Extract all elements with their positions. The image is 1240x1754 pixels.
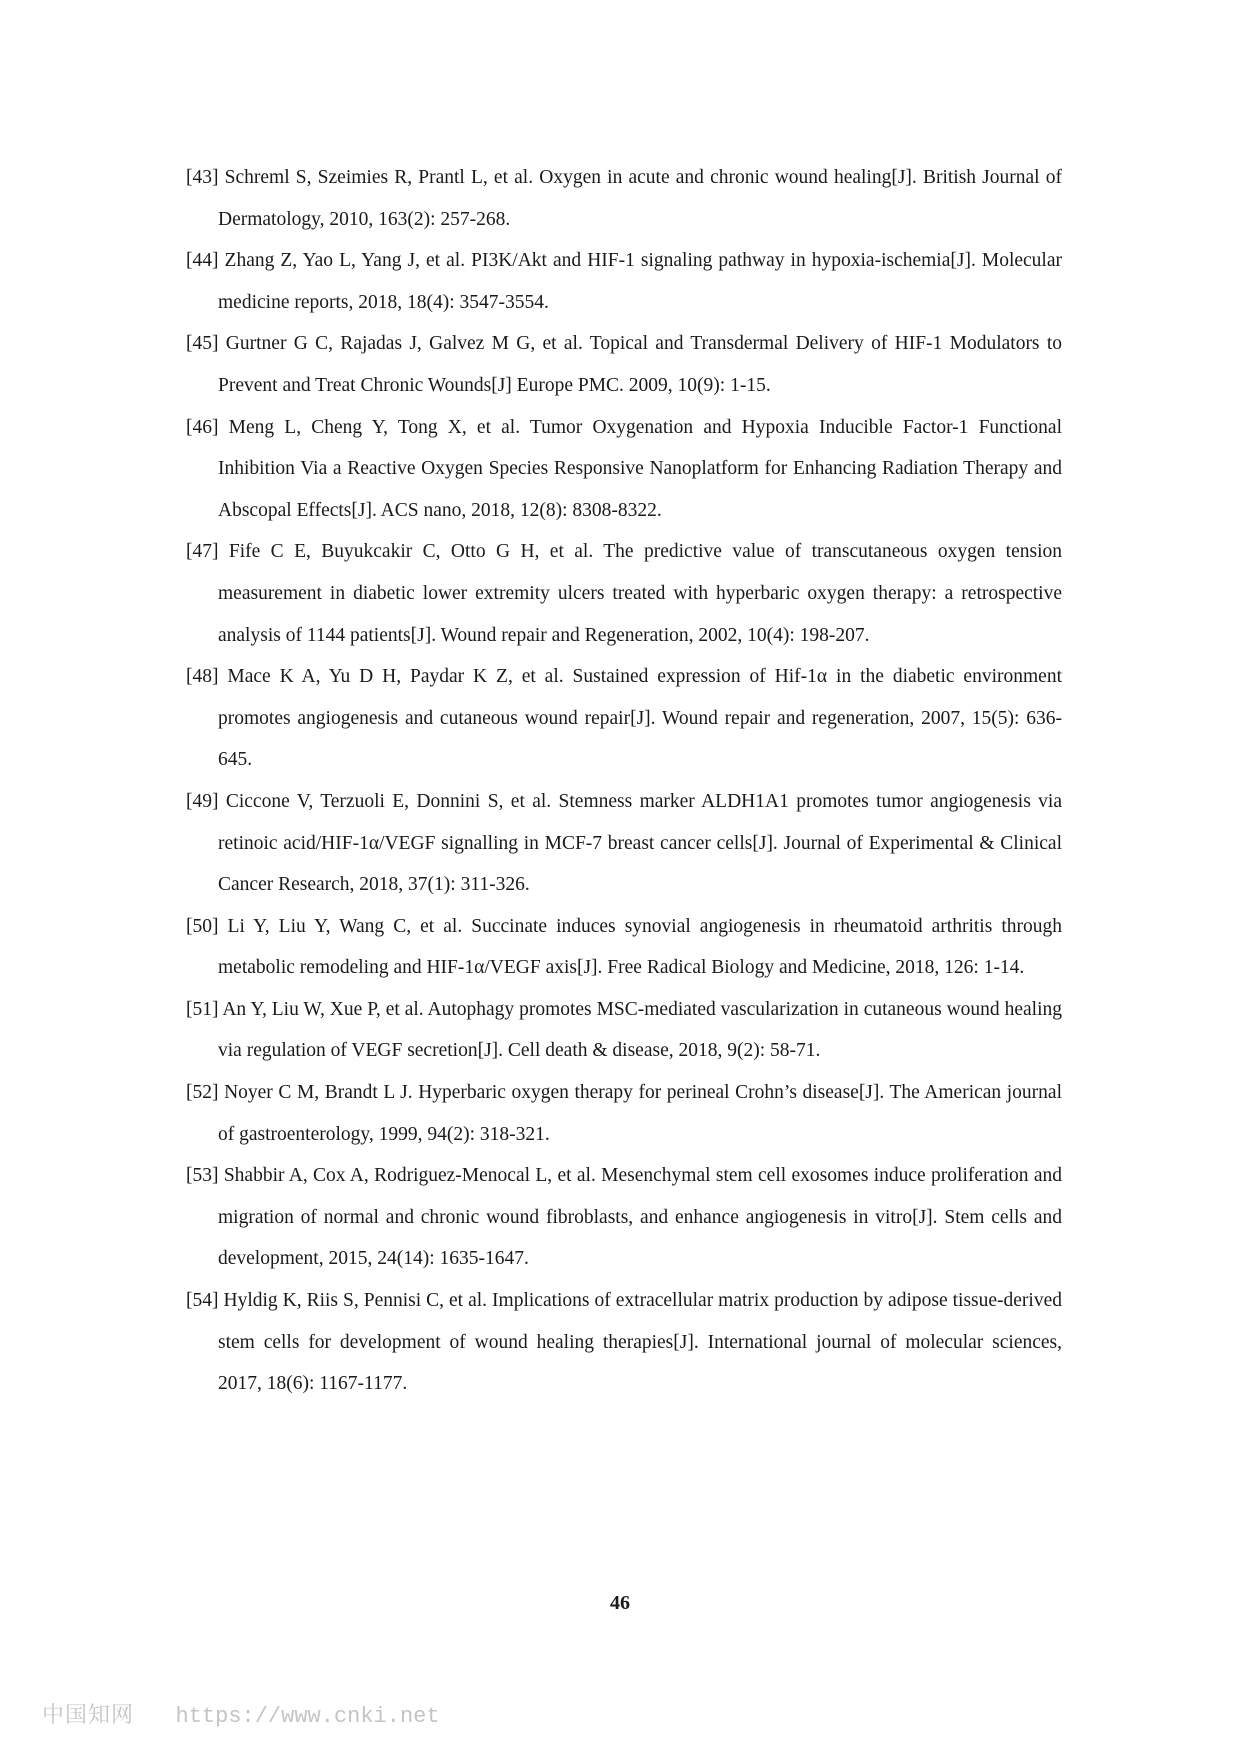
reference-53: [53] Shabbir A, Cox A, Rodriguez-Menocal L, et al. Mesenchymal stem cell exosomes induce proliferation and migration of normal and chronic wound fibroblasts, and enhance angiogenesis in vitro[J]. Stem cells and development, 2015, 24(14): 1635-1647. <box>186 1165 1062 1270</box>
reference-44: [44] Zhang Z, Yao L, Yang J, et al. PI3K/Akt and HIF-1 signaling pathway in hypoxia-ischemia[J]. Molecular medicine reports, 2018, 18(4): 3547-3554. <box>186 250 1062 313</box>
reference-50: [50] Li Y, Liu Y, Wang C, et al. Succinate induces synovial angiogenesis in rheumatoid arthritis through metabolic remodeling and HIF-1α/VEGF axis[J]. Free Radical Biology and Medicine, 2018, 126: 1-14. <box>186 915 1062 979</box>
reference-46: [46] Meng L, Cheng Y, Tong X, et al. Tumor Oxygenation and Hypoxia Inducible Factor-1 Functional Inhibition Via a Reactive Oxygen Species Responsive Nanoplatform for Enhancing Radiation Therapy and Abscopal Effects[J]. ACS nano, 2018, 12(8): 8308-8322. <box>186 416 1062 521</box>
reference-43: [43] Schreml S, Szeimies R, Prantl L, et al. Oxygen in acute and chronic wound healing[J]. British Journal of Dermatology, 2010, 163(2): 257-268. <box>186 167 1062 230</box>
reference-51: [51] An Y, Liu W, Xue P, et al. Autophagy promotes MSC-mediated vascularization in cutaneous wound healing via regulation of VEGF secretion[J]. Cell death & disease, 2018, 9(2): 58-71. <box>186 998 1062 1062</box>
reference-47: [47] Fife C E, Buyukcakir C, Otto G H, et al. The predictive value of transcutaneous oxygen tension measurement in diabetic lower extremity ulcers treated with hyperbaric oxygen therapy: a retrospective analysis of 1144 patients[J]. Wound repair and Regeneration, 2002, 10(4): 198-207. <box>186 541 1062 646</box>
cnki-watermark <box>42 1698 440 1729</box>
reference-48: [48] Mace K A, Yu D H, Paydar K Z, et al. Sustained expression of Hif-1α in the diabetic environment promotes angiogenesis and cutaneous wound repair[J]. Wound repair and regeneration, 2007, 15(5): 636-645. <box>186 666 1062 771</box>
watermark-url: https://www.cnki.net <box>175 1704 440 1729</box>
page-number: 46 <box>610 1592 630 1614</box>
watermark-brand: 中国知网 <box>42 1703 135 1728</box>
reference-52: [52] Noyer C M, Brandt L J. Hyperbaric oxygen therapy for perineal Crohn’s disease[J]. The American journal of gastroenterology, 1999, 94(2): 318-321. <box>186 1082 1062 1145</box>
reference-49: [49] Ciccone V, Terzuoli E, Donnini S, et al. Stemness marker ALDH1A1 promotes tumor angiogenesis via retinoic acid/HIF-1α/VEGF signalling in MCF-7 breast cancer cells[J]. Journal of Experimental & Clinical Cancer Research, 2018, 37(1): 311-326. <box>186 790 1062 896</box>
reference-54: [54] Hyldig K, Riis S, Pennisi C, et al. Implications of extracellular matrix production by adipose tissue-derived stem cells for development of wound healing therapies[J]. International journal of molecular sciences, 2017, 18(6): 1167-1177. <box>186 1290 1062 1395</box>
reference-list <box>186 157 1062 1405</box>
reference-45: [45] Gurtner G C, Rajadas J, Galvez M G, et al. Topical and Transdermal Delivery of HIF-1 Modulators to Prevent and Treat Chronic Wounds[J] Europe PMC. 2009, 10(9): 1-15. <box>186 333 1062 396</box>
